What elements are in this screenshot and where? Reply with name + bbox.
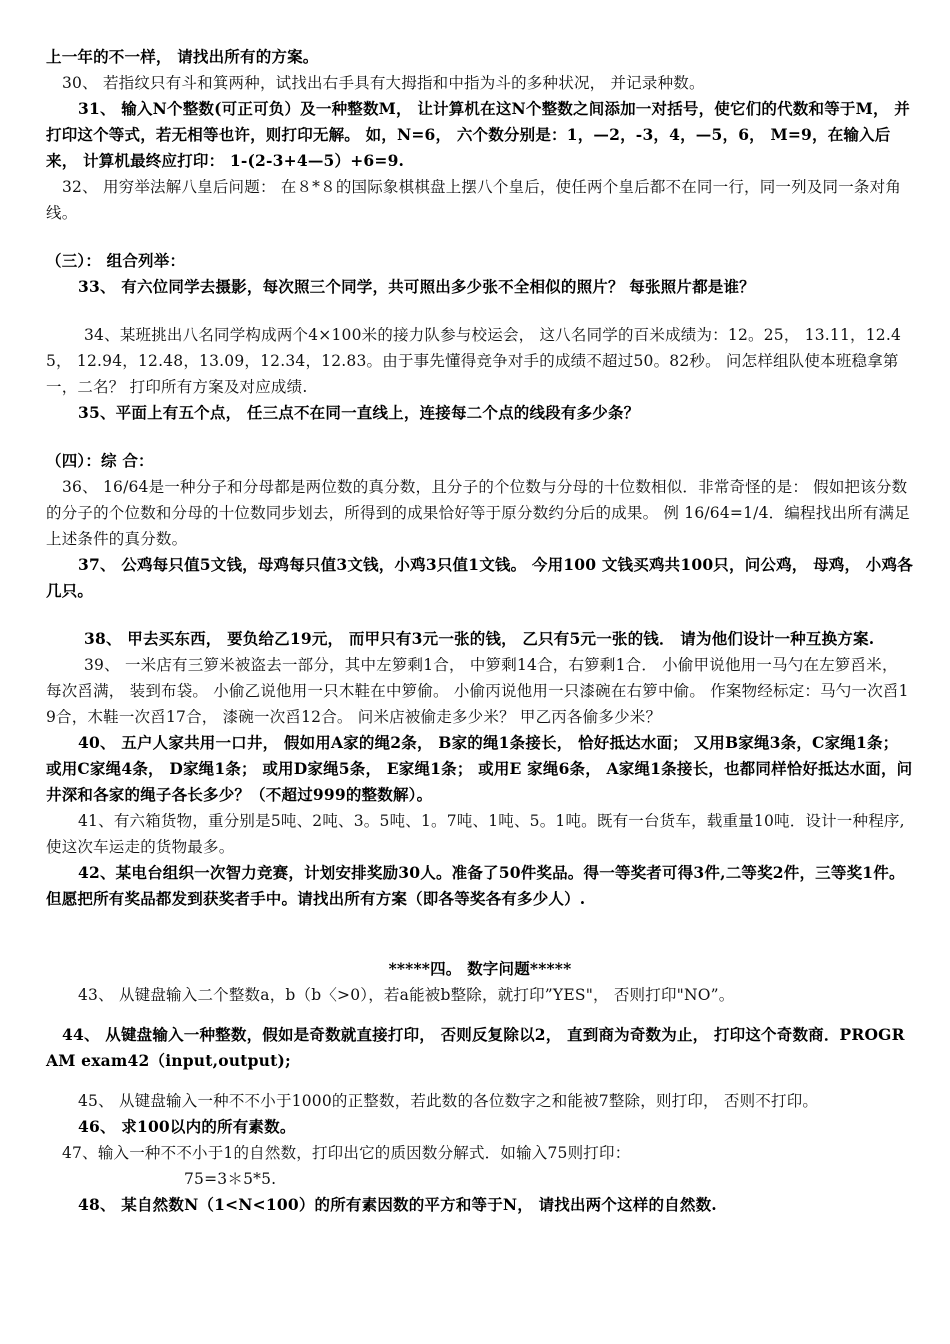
- formula-q47: 75=3＊5*5.: [184, 1170, 277, 1188]
- paragraph-q36: 36、 16/64是一种分子和分母都是两位数的真分数，且分子的个位数与分母的十位数相似．非常奇怪的是： 假如把该分数的分子的个位数和分母的十位数同步划去，所得到的成果恰好等于原分数约分后的成果。 例 16/64=1/4．编程找出所有满足上述条件的真分数。: [46, 478, 910, 548]
- paragraph-q40: 40、 五户人家共用一口井， 假如用A家的绳2条， B家的绳1条接长， 恰好抵达水面； 又用B家绳3条，C家绳1条； 或用C家绳4条， D家绳1条； 或用D家绳5条， E家绳1条； 或用E 家绳6条， A家绳1条接长，也都同样恰好抵达水面，问井深和各家的绳子各长多少？（不超过999的整数解）。: [46, 733, 913, 804]
- paragraph-q30: 30、 若指纹只有斗和箕两种，试找出右手具有大拇指和中指为斗的多种状况， 并记录种数。: [62, 74, 705, 92]
- paragraph-q37: 37、 公鸡每只值5文钱，母鸡每只值3文钱，小鸡3只值1文钱。 今用100 文钱买鸡共100只，问公鸡， 母鸡， 小鸡各几只。: [46, 555, 913, 600]
- spacer: [46, 226, 914, 248]
- paragraph-q33: 33、 有六位同学去摄影，每次照三个同学，共可照出多少张不全相似的照片？ 每张照片都是谁？: [78, 277, 755, 296]
- paragraph-q48: 48、 某自然数N（1<N<100）的所有素因数的平方和等于N， 请找出两个这样的自然数.: [78, 1195, 717, 1214]
- section-heading-number-problems: *****四。 数字问题*****: [388, 959, 572, 978]
- paragraph-q43: 43、 从键盘输入二个整数a，b（b〈>0），若a能被b整除，就打印”YES"， 否则打印"NO”。: [78, 986, 735, 1004]
- spacer: [46, 1008, 914, 1022]
- spacer: [46, 426, 914, 448]
- paragraph-q31: 31、 输入N个整数(可正可负）及一种整数M， 让计算机在这N个整数之间添加一对括号，使它们的代数和等于M， 并打印这个等式，若无相等也许，则打印无解。 如，N=6， 六个数分别是：1，—2，-3，4，—5，6， M=9，在输入后来， 计算机最终应打印： 1-(2-3+4—5）+6=9.: [46, 99, 910, 170]
- paragraph-q38: 38、 甲去买东西， 要负给乙19元， 而甲只有3元一张的钱， 乙只有5元一张的钱． 请为他们设计一种互换方案.: [84, 629, 875, 648]
- paragraph-q41: 41、有六箱货物，重分别是5吨、2吨、3。5吨、1。7吨、1吨、5。1吨。既有一台货车，载重量10吨．设计一种程序,使这次车运走的货物最多。: [46, 812, 905, 856]
- spacer: [46, 604, 914, 626]
- paragraph-q35: 35、平面上有五个点， 任三点不在同一直线上，连接每二个点的线段有多少条？: [78, 403, 640, 422]
- paragraph-q46: 46、 求100以内的所有素数。: [78, 1117, 296, 1136]
- paragraph-q34: 34、某班挑出八名同学构成两个4×100米的接力队参与校运会， 这八名同学的百米成绩为：12。25， 13.11，12.45， 12.94，12.48，13.09，12.34，12.83。由于事先懂得竞争对手的成绩不超过50。82秒。 问怎样组队使本班稳拿第一，二名？ 打印所有方案及对应成绩.: [46, 326, 902, 396]
- spacer: [46, 1074, 914, 1088]
- section-heading-combination: （三）： 组合列举：: [46, 251, 186, 270]
- paragraph-q32: 32、 用穷举法解八皇后问题： 在８*８的国际象棋棋盘上摆八个皇后，使任两个皇后都不在同一行，同一列及同一条对角线。: [46, 178, 902, 222]
- spacer: [46, 912, 914, 956]
- paragraph-q42: 42、某电台组织一次智力竞赛，计划安排奖励30人。准备了50件奖品。得一等奖者可得3件,二等奖2件，三等奖1件。但愿把所有奖品都发到获奖者手中。请找出所有方案（即各等奖各有多少人）.: [46, 863, 905, 908]
- paragraph-q45: 45、 从键盘输入一种不不小于1000的正整数，若此数的各位数字之和能被7整除，则打印， 否则不打印。: [78, 1092, 819, 1110]
- paragraph-q39: 39、 一米店有三箩米被盗去一部分，其中左箩剩1合， 中箩剩14合，右箩剩1合． 小偷甲说他用一马勺在左箩舀米， 每次舀满， 装到布袋。 小偷乙说他用一只木鞋在中箩偷。 小偷丙说他用一只漆碗在右箩中偷。 作案物经标定：马勺一次舀19合，木鞋一次舀17合， 漆碗一次舀12合。 问米店被偷走多少米？ 甲乙丙各偷多少米？: [46, 656, 909, 726]
- spacer: [46, 300, 914, 322]
- paragraph-q44: 44、 从键盘输入一种整数，假如是奇数就直接打印， 否则反复除以2， 直到商为奇数为止， 打印这个奇数商．PROGRAM exam42（input,output);: [46, 1025, 905, 1070]
- section-heading-comprehensive: （四）：综 合：: [46, 451, 154, 470]
- paragraph-q29-end: 上一年的不一样， 请找出所有的方案。: [46, 47, 319, 66]
- paragraph-q47: 47、输入一种不不小于1的自然数，打印出它的质因数分解式．如输入75则打印：: [62, 1144, 631, 1162]
